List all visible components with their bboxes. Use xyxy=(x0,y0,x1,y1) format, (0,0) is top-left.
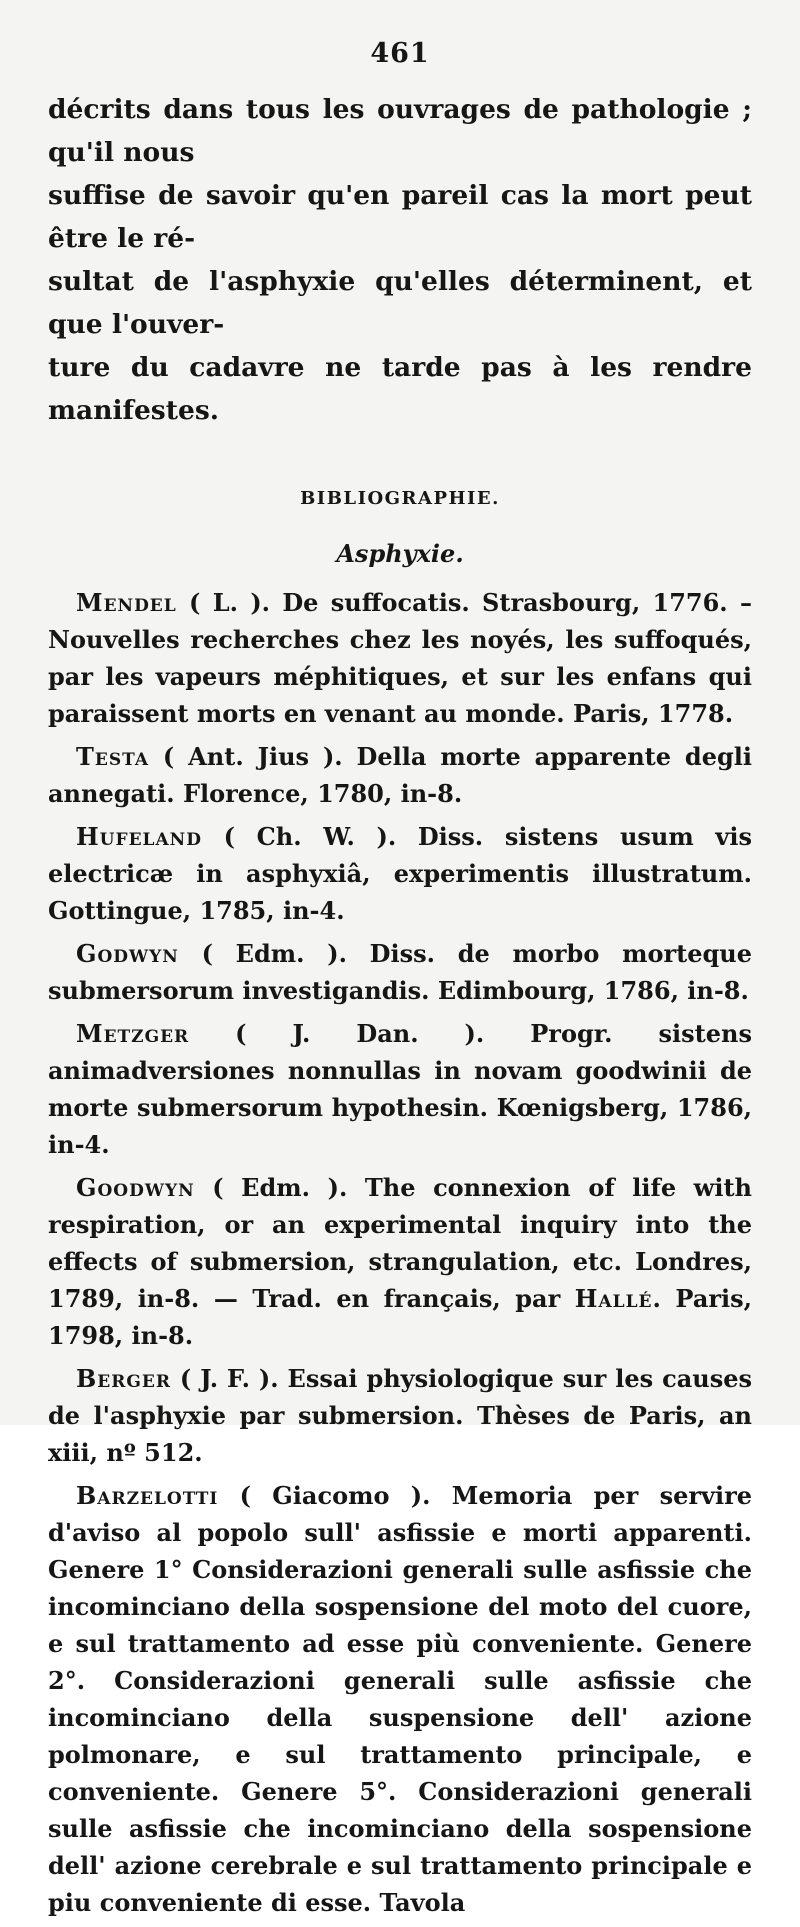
bibliography-entry xyxy=(48,738,752,812)
bibliography-entry xyxy=(48,1477,752,1921)
bibliography-entry xyxy=(48,584,752,732)
entry-author: Goodwyn xyxy=(76,1173,195,1202)
entry-author: Testa xyxy=(76,742,150,771)
subsection-title: Asphyxie. xyxy=(336,539,464,568)
entry-author: Godwyn xyxy=(76,939,179,968)
entry-author: Metzger xyxy=(76,1019,190,1048)
entry-author: Mendel xyxy=(76,588,177,617)
entry-details: ( Ch. W. ). Diss. sistens usum vis electricæ in asphyxiâ, experimentis illustratum. Gottingue, 1785, in-4. xyxy=(48,822,752,925)
page-body xyxy=(48,88,752,1927)
lead-line: décrits dans tous les ouvrages de pathologie ; qu'il nous xyxy=(48,94,752,168)
entry-details: ( J. Dan. ). Progr. sistens animadversiones nonnullas in novam goodwinii de morte submersorum hypothesin. Kœnigsberg, 1786, in-4. xyxy=(48,1019,752,1159)
entry-details: ( Edm. ). The connexion of life with respiration, or an experimental inquiry into the effects of submersion, strangulation, etc. Londres, 1789, in-8. — Trad. en français, par xyxy=(48,1173,752,1313)
entry-details: ( Ant. Jius ). Della morte apparente degli annegati. Florence, 1780, in-8. xyxy=(48,742,752,808)
lead-line: ture du cadavre ne tarde pas à les rendre manifestes. xyxy=(48,352,752,426)
bibliography-entry xyxy=(48,935,752,1009)
bibliography-entry xyxy=(48,1169,752,1354)
entry-author: Barzelotti xyxy=(76,1481,219,1510)
page-bottom-edge xyxy=(0,1402,800,1403)
page-number: 461 xyxy=(370,38,430,69)
section-title: BIBLIOGRAPHIE. xyxy=(300,488,500,509)
lead-line: sultat de l'asphyxie qu'elles déterminent, et que l'ouver- xyxy=(48,266,752,340)
lead-line: suffise de savoir qu'en pareil cas la mort peut être le ré- xyxy=(48,180,752,254)
entry-details: ( L. ). De suffocatis. Strasbourg, 1776. – Nouvelles recherches chez les noyés, les suffoqués, par les vapeurs méphitiques, et sur les enfans qui paraissent morts en venant au monde. Paris, 1778. xyxy=(48,588,752,728)
bibliography-entry xyxy=(48,818,752,929)
entry-details: . Paris, 1798, in-8. xyxy=(48,1284,752,1350)
bibliography-entry xyxy=(48,1360,752,1471)
bibliography-list xyxy=(48,584,752,1921)
entry-details: ( Edm. ). Diss. de morbo morteque submersorum investigandis. Edimbourg, 1786, in-8. xyxy=(48,939,752,1005)
entry-author: Berger xyxy=(76,1364,171,1393)
bibliography-entry xyxy=(48,1015,752,1163)
entry-author: Hufeland xyxy=(76,822,202,851)
entry-details: ( J. F. ). Essai physiologique sur les causes de l'asphyxie par submersion. Thèses de Paris, an xiii, nº 512. xyxy=(48,1364,752,1467)
lead-paragraph xyxy=(48,88,752,432)
entry-translator: Hallé xyxy=(574,1284,653,1313)
entry-details: ( Giacomo ). Memoria per servire d'aviso al popolo sull' asfissie e morti apparenti. Genere 1° Considerazioni generali sulle asfissie che incominciano della sospensione del moto del cuore, e sul trattamento ad esse più conveniente. Genere 2°. Considerazioni generali sulle asfissie che incominciano della suspensione dell' azione polmonare, e sul trattamento principale, e conveniente. Genere 5°. Considerazioni generali sulle asfissie che incominciano della sospensione dell' azione cerebrale e sul trattamento principale e piu conveniente di esse. Tavola xyxy=(48,1481,752,1917)
